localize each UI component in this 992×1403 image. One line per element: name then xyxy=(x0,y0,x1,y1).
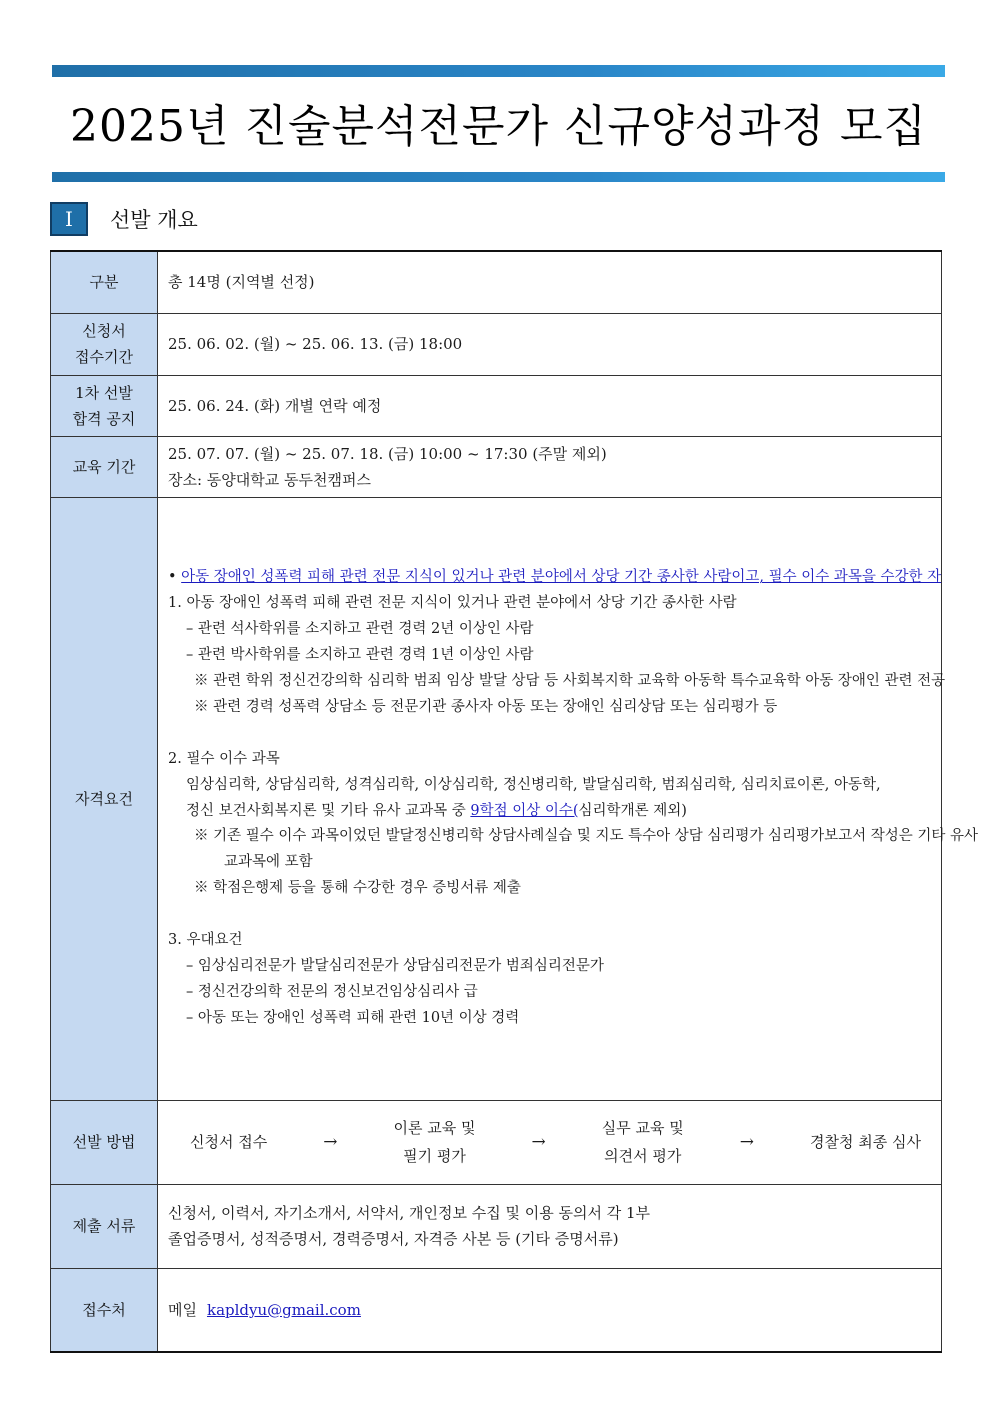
row-qualification xyxy=(51,497,942,1100)
label-line: 합격 공지 xyxy=(72,409,136,428)
row-documents xyxy=(51,1184,942,1268)
arrow-right-icon: → xyxy=(739,1132,754,1152)
label-documents: 제출 서류 xyxy=(51,1184,158,1268)
education-dates: 25. 07. 07. (월) ~ 25. 07. 18. (금) 10:00 ~ 17:30 (주말 제외) xyxy=(168,444,607,463)
arrow-right-icon: → xyxy=(531,1132,546,1152)
label-line: 접수기간 xyxy=(75,348,133,366)
item2-note: ※ 학점은행제 등을 통해 수강한 경우 증빙서류 제출 xyxy=(194,880,521,897)
label-line: 1차 선발 xyxy=(75,383,133,402)
education-location: 장소: 동양대학교 동두천캠퍼스 xyxy=(168,470,371,489)
value-first-result: 25. 06. 24. (화) 개별 연락 예정 xyxy=(158,375,942,436)
section-number: I xyxy=(50,202,88,236)
flow-step-practice: 실무 교육 및 의견서 평가 xyxy=(601,1119,684,1165)
label-contact: 접수처 xyxy=(51,1268,158,1352)
value-selection-method xyxy=(158,1100,942,1184)
item2-line: 임상심리학, 상담심리학, 성격심리학, 이상심리학, 정신병리학, 발달심리학, 범죄심리학, 심리치료이론, 아동학, xyxy=(186,776,881,793)
value-qualification xyxy=(158,497,978,1100)
label-line: 신청서 xyxy=(82,322,126,340)
selection-flow xyxy=(168,1114,931,1170)
label-first-result xyxy=(51,375,158,436)
item1-sub: – 관련 박사학위를 소지하고 관련 경력 1년 이상인 사람 xyxy=(186,647,534,664)
overview-table xyxy=(50,250,978,1353)
section-title: 선발 개요 xyxy=(110,208,198,232)
documents-line: 졸업증명서, 성적증명서, 경력증명서, 자격증 사본 등 (기타 증명서류) xyxy=(168,1230,619,1248)
row-education-period xyxy=(51,436,942,497)
row-contact xyxy=(51,1268,942,1352)
label-category: 구분 xyxy=(51,251,158,313)
value-application-period: 25. 06. 02. (월) ~ 25. 06. 13. (금) 18:00 xyxy=(158,313,942,375)
item3-title: 3. 우대요건 xyxy=(168,932,243,949)
item1-sub: – 관련 석사학위를 소지하고 관련 경력 2년 이상인 사람 xyxy=(186,621,534,638)
section-header xyxy=(50,200,198,238)
item1-note: ※ 관련 경력 성폭력 상담소 등 전문기관 종사자 아동 또는 장애인 심리상담 또는 심리평가 등 xyxy=(194,698,778,715)
label-selection-method: 선발 방법 xyxy=(51,1100,158,1184)
item2-line: 정신 보건사회복지론 및 기타 유사 교과목 중 9학점 이상 이수(심리학개론 제외) xyxy=(186,802,687,819)
value-documents xyxy=(158,1184,942,1268)
row-first-result xyxy=(51,375,942,436)
qualification-content xyxy=(168,555,978,1041)
item1-note: ※ 관련 학위 정신건강의학 심리학 범죄 임상 발달 상담 등 사회복지학 교육학 아동학 특수교육학 아동 장애인 관련 전공 xyxy=(194,672,946,689)
item2-title: 2. 필수 이수 과목 xyxy=(168,750,280,767)
item3-sub: – 아동 또는 장애인 성폭력 피해 관련 10년 이상 경력 xyxy=(186,1009,520,1026)
value-contact xyxy=(158,1268,942,1352)
contact-prefix: 메일 xyxy=(168,1300,197,1319)
arrow-right-icon: → xyxy=(323,1132,338,1152)
qualification-bullet: • 아동 장애인 성폭력 피해 관련 전문 지식이 있거나 관련 분야에서 상당 기간 종사한 사람이고, 필수 이수 과목을 수강한 자 xyxy=(168,569,942,586)
header-bottom-bar xyxy=(52,172,945,182)
label-qualification: 자격요건 xyxy=(51,497,158,1100)
email-link[interactable]: kapldyu@gmail.com xyxy=(206,1300,361,1319)
item2-note-cont: 교과목에 포함 xyxy=(224,854,313,871)
label-education-period: 교육 기간 xyxy=(51,436,158,497)
item3-sub: – 정신건강의학 전문의 정신보건임상심리사 급 xyxy=(186,983,478,1000)
item3-sub: – 임상심리전문가 발달심리전문가 상담심리전문가 범죄심리전문가 xyxy=(186,957,604,974)
header-top-bar xyxy=(52,65,945,77)
documents-line: 신청서, 이력서, 자기소개서, 서약서, 개인정보 수집 및 이용 동의서 각 1부 xyxy=(168,1204,651,1222)
item2-note: ※ 기존 필수 이수 과목이었던 발달정신병리학 상담사례실습 및 지도 특수아 상담 심리평가 심리평가보고서 작성은 기타 유사 xyxy=(194,828,978,845)
flow-step-application: 신청서 접수 xyxy=(190,1133,268,1151)
value-education-period xyxy=(158,436,942,497)
item1-title: 1. 아동 장애인 성폭력 피해 관련 전문 지식이 있거나 관련 분야에서 상당 기간 종사한 사람 xyxy=(168,595,737,612)
row-selection-method xyxy=(51,1100,942,1184)
flow-step-theory: 이론 교육 및 필기 평가 xyxy=(393,1119,476,1165)
value-category: 총 14명 (지역별 선정) xyxy=(158,251,942,313)
row-application-period xyxy=(51,313,942,375)
row-category xyxy=(51,251,942,313)
label-application-period xyxy=(51,313,158,375)
page-title: 2025년 진술분석전문가 신규양성과정 모집 xyxy=(70,101,927,152)
flow-step-final: 경찰청 최종 심사 xyxy=(809,1133,921,1151)
